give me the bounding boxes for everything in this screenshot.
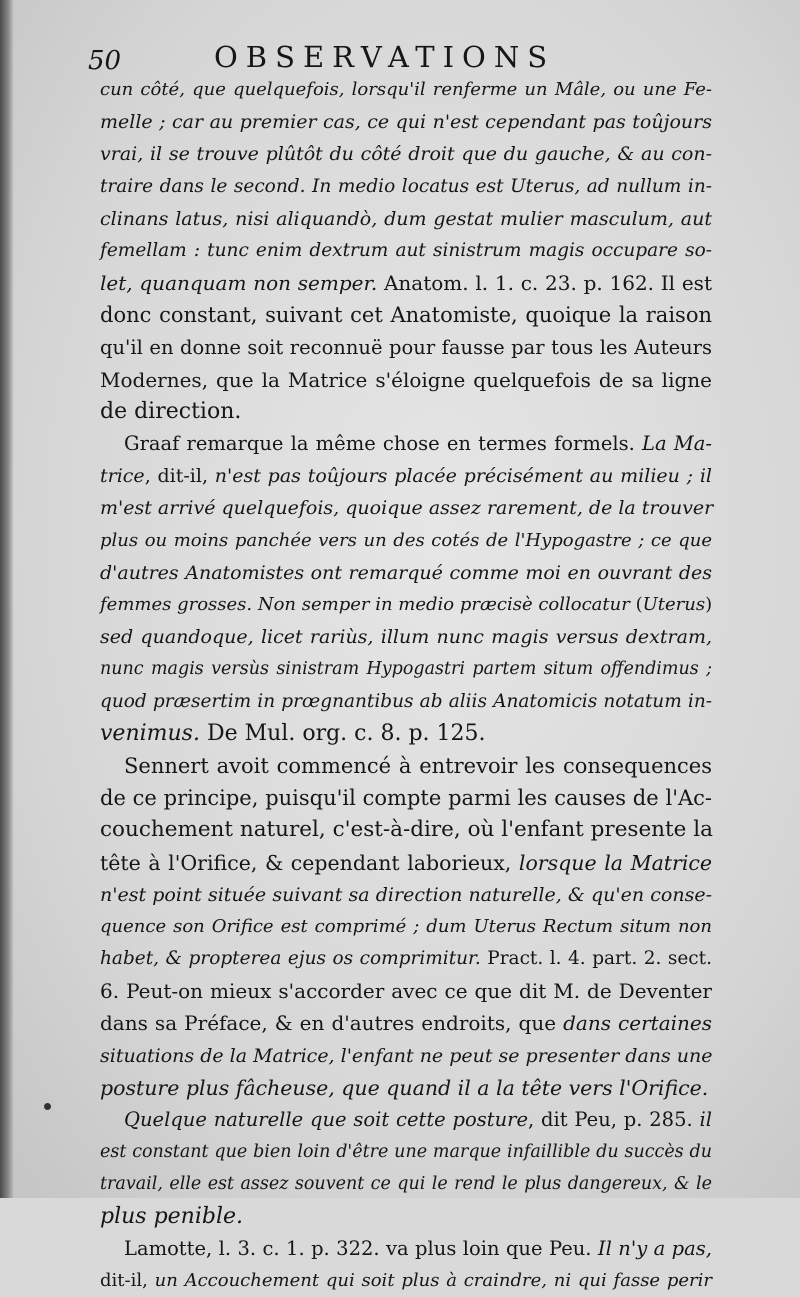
text-line <box>100 943 712 975</box>
text-line <box>100 1136 712 1168</box>
italic-segment: clinans latus, nisi aliquandò, dum gestat mulier masculum, aut <box>100 207 712 230</box>
roman-segment: De Mul. org. c. 8. p. 125. <box>199 720 486 746</box>
italic-segment: venimus. <box>100 720 200 746</box>
text-line <box>100 138 712 170</box>
text-line <box>100 525 712 557</box>
text-line <box>100 332 712 364</box>
text-line <box>100 1233 712 1265</box>
roman-segment: Lamotte, l. 3. c. 1. p. 322. va plus loin que Peu. <box>124 1236 598 1260</box>
italic-segment: d'autres Anatomistes ont remarqué comme moi en ouvrant des <box>100 561 712 584</box>
page-number: 50 <box>88 46 122 76</box>
italic-segment: m'est arrivé quelquefois, quoique assez rarement, de la trouver <box>100 497 714 520</box>
text-line <box>100 235 712 267</box>
roman-segment: qu'il en donne soit reconnuë pour fausse par tous les Auteurs <box>100 335 712 359</box>
text-line <box>100 879 712 911</box>
italic-segment: Il n'y a pas, <box>597 1236 712 1260</box>
italic-segment: cun côté, que quelquefois, lorsqu'il renferme un Mâle, ou une Fe- <box>100 79 712 100</box>
text-line <box>100 364 712 396</box>
text-line <box>100 975 712 1007</box>
italic-segment: nunc magis versùs sinistram Hypogastri partem situm offendimus ; <box>100 659 712 680</box>
binding-shadow <box>0 0 14 1198</box>
italic-segment: vrai, il se trouve plûtôt du côté droit que du gauche, & au con- <box>100 143 712 166</box>
italic-segment: posture plus fâcheuse, que quand il a la tête vers l'Orifice. <box>100 1075 709 1100</box>
italic-segment: let, quanquam non semper. <box>100 271 378 296</box>
text-line <box>100 460 712 492</box>
italic-segment: La Ma- <box>642 432 712 456</box>
italic-segment: il <box>699 1108 712 1131</box>
text-line <box>100 1072 712 1104</box>
text-line <box>100 1201 712 1233</box>
text-body <box>100 74 712 1297</box>
text-line <box>100 686 712 718</box>
roman-segment: Sennert avoit commencé à entrevoir les consequences <box>124 753 712 778</box>
roman-segment: couchement naturel, c'est-à-dire, où l'enfant presente la <box>100 817 713 843</box>
roman-segment: donc constant, suivant cet Anatomiste, quoique la raison <box>100 303 712 328</box>
roman-segment: Anatom. l. 1. c. 23. p. 162. Il est <box>377 271 712 296</box>
text-line <box>100 1040 712 1072</box>
italic-segment: Quelque naturelle que soit cette posture <box>124 1108 529 1131</box>
italic-segment: lorsque la Matrice <box>518 850 712 875</box>
text-line <box>100 1168 712 1200</box>
italic-segment: quence son Orifice est comprimé ; dum Uterus Rectum situm non <box>100 915 712 937</box>
italic-segment: un Accouchement qui soit plus à craindre, ni qui fasse perir <box>154 1269 713 1291</box>
text-line <box>100 267 712 299</box>
italic-segment: Uterus <box>642 594 706 615</box>
italic-segment: melle ; car au premier cas, ce qui n'est cependant pas toûjours <box>100 111 712 134</box>
text-line <box>100 847 712 879</box>
roman-segment: ) <box>705 594 713 615</box>
italic-segment: plus penible. <box>100 1203 244 1229</box>
text-line <box>100 1265 712 1297</box>
roman-segment: dit-il, <box>100 1269 155 1291</box>
italic-segment: est constant que bien loin d'être une marque infaillible du succès du <box>100 1142 712 1163</box>
italic-segment: dans certaines <box>563 1011 712 1036</box>
roman-segment: ( <box>629 594 643 615</box>
roman-segment: , dit Peu, p. 285. <box>528 1108 700 1131</box>
roman-segment: Pract. l. 4. part. 2. sect. <box>480 948 712 970</box>
italic-segment: n'est point située suivant sa direction naturelle, & qu'en conse- <box>100 883 712 906</box>
text-line <box>100 782 712 814</box>
text-line <box>100 653 712 685</box>
text-line <box>100 203 712 235</box>
text-line <box>100 106 712 138</box>
italic-segment: traire dans le second. In medio locatus est Uterus, ad nullum in- <box>100 175 712 197</box>
text-line <box>100 171 712 203</box>
italic-segment: femmes grosses. Non semper in medio præcisè collocatur <box>100 594 630 615</box>
italic-segment: femellam : tunc enim dextrum aut sinistrum magis occupare so- <box>100 239 712 261</box>
text-line <box>100 492 712 524</box>
roman-segment: de ce principe, puisqu'il compte parmi les causes de l'Ac- <box>100 786 712 811</box>
roman-segment: tête à l'Orifice, & cependant laborieux, <box>100 850 519 875</box>
italic-segment: travail, elle est assez souvent ce qui le rend le plus dangereux, & le <box>100 1174 712 1195</box>
text-line <box>100 74 712 106</box>
italic-segment: sed quandoque, licet rariùs, illum nunc magis versus dextram, <box>100 626 712 649</box>
text-line <box>100 1007 712 1039</box>
text-line <box>100 718 712 750</box>
text-line <box>100 396 712 428</box>
roman-segment: Graaf remarque la même chose en termes formels. <box>124 432 643 456</box>
roman-segment: dans sa Préface, & en d'autres endroits, que <box>100 1011 564 1036</box>
roman-segment: , dit-il, <box>144 465 215 488</box>
text-line <box>100 299 712 331</box>
text-line <box>100 1104 712 1136</box>
roman-segment: de direction. <box>100 398 242 424</box>
text-line <box>100 428 712 460</box>
text-line <box>100 814 712 846</box>
italic-segment: trice <box>100 465 145 488</box>
ink-speck <box>44 1103 51 1110</box>
italic-segment: n'est pas toûjours placée précisément au milieu ; il <box>214 465 712 488</box>
text-line <box>100 621 712 653</box>
italic-segment: habet, & propterea ejus os comprimitur. <box>100 948 481 970</box>
roman-segment: Modernes, que la Matrice s'éloigne quelquefois de sa ligne <box>100 367 712 392</box>
italic-segment: situations de la Matrice, l'enfant ne peut se presenter dans une <box>100 1044 713 1067</box>
italic-segment: plus ou moins panchée vers un des cotés de l'Hypogastre ; ce que <box>100 529 712 551</box>
text-line <box>100 589 712 621</box>
text-line <box>100 557 712 589</box>
italic-segment: quod præsertim in prœgnantibus ab aliis Anatomicis notatum in- <box>100 690 712 712</box>
running-title: OBSERVATIONS <box>214 40 556 74</box>
roman-segment: 6. Peut-on mieux s'accorder avec ce que dit M. de Deventer <box>100 979 712 1004</box>
text-line <box>100 750 712 782</box>
text-line <box>100 911 712 943</box>
